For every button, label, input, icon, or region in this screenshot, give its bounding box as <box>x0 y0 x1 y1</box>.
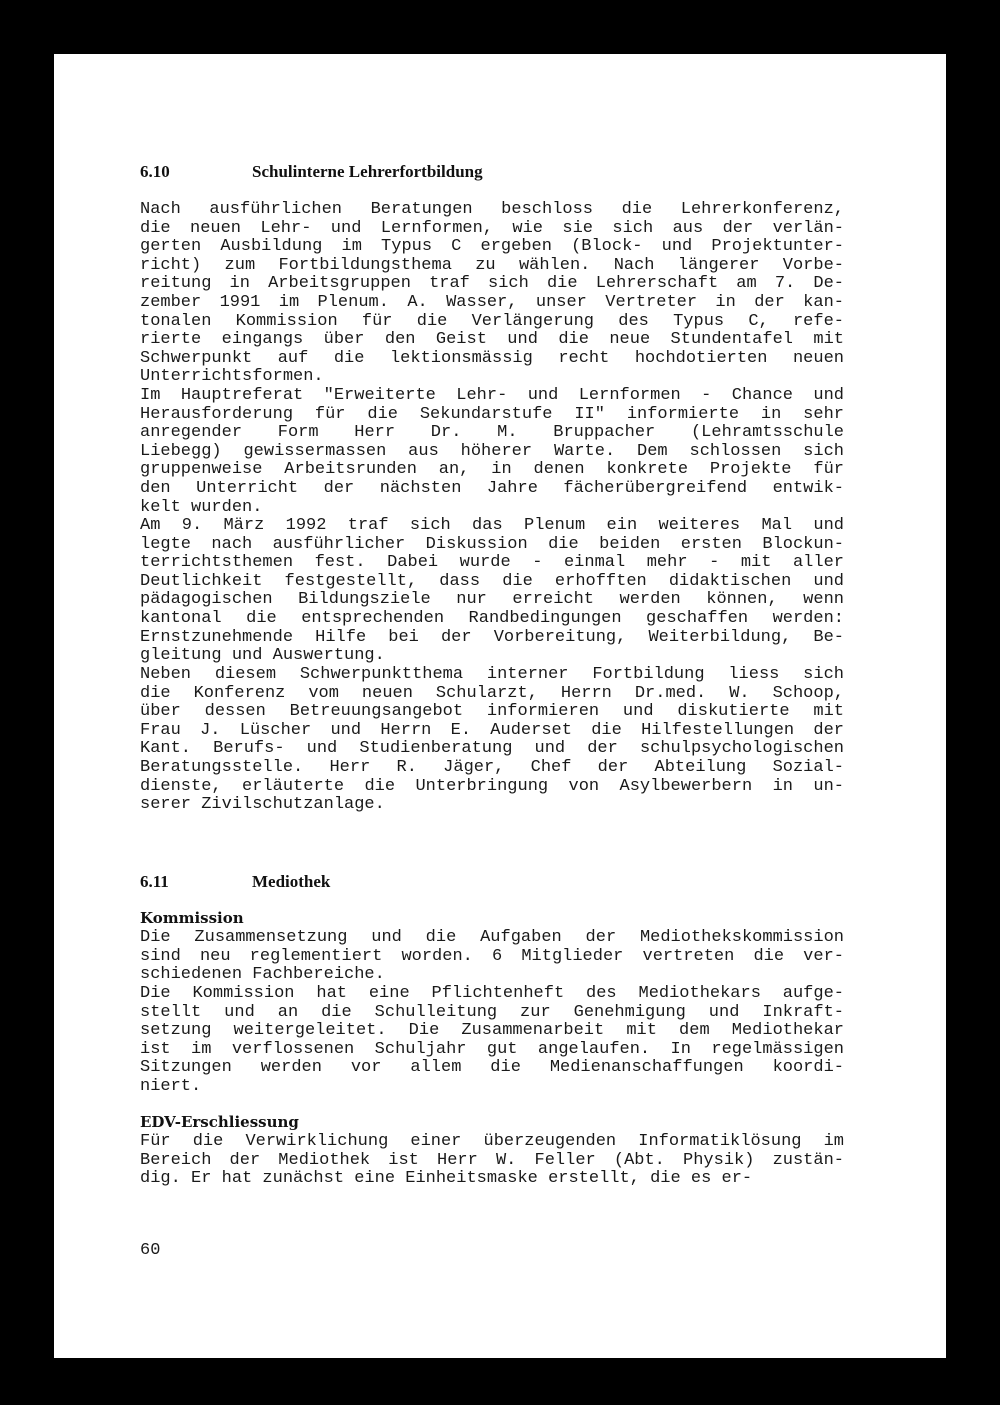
text-line: Frau J. Lüscher und Herrn E. Auderset die Hilfestellungen der <box>140 720 844 740</box>
document-page <box>54 54 946 1358</box>
text-line: dig. Er hat zunächst eine Einheitsmaske erstellt, die es er- <box>140 1169 753 1189</box>
text-line: niert. <box>140 1076 202 1096</box>
text-line: Sitzungen werden vor allem die Medienanschaffungen koordi- <box>140 1058 844 1078</box>
text-line: Ernstzunehmende Hilfe bei der Vorbereitung, Weiterbildung, Be- <box>140 627 844 647</box>
text-line: kelt wurden. <box>140 497 263 517</box>
subheading-edv: EDV-Erschliessung <box>140 1113 299 1131</box>
section-number: 6.10 <box>140 162 170 181</box>
section-heading-6-11 <box>140 868 330 896</box>
text-line: terrichtsthemen fest. Dabei wurde - einmal mehr - mit aller <box>140 553 844 573</box>
text-line: Die Kommission hat eine Pflichtenheft des Mediothekars aufge- <box>140 984 844 1003</box>
text-line: Neben diesem Schwerpunktthema interner Fortbildung liess sich <box>140 665 844 684</box>
text-line: Beratungsstelle. Herr R. Jäger, Chef der Abteilung Sozial- <box>140 757 844 777</box>
text-line: ist im verflossenen Schuljahr gut angelaufen. In regelmässigen <box>140 1039 844 1059</box>
paragraph-plenum <box>140 517 844 666</box>
text-line: pädagogischen Bildungsziele nur erreicht werden können, wenn <box>140 590 844 610</box>
text-line: serer Zivilschutzanlage. <box>140 795 385 815</box>
text-line: Herausforderung für die Sekundarstufe II" informierte in sehr <box>140 404 844 424</box>
text-line: Unterrichtsformen. <box>140 367 324 387</box>
text-line: kantonal die entsprechenden Randbedingungen geschaffen werden: <box>140 608 844 628</box>
text-line: die neuen Lehr- und Lernformen, wie sie sich aus der verlän- <box>140 218 844 238</box>
section-number: 6.11 <box>140 872 169 891</box>
text-line: legte nach ausführlicher Diskussion die beiden ersten Blockun- <box>140 534 844 554</box>
text-line: Für die Verwirklichung einer überzeugenden Informatiklösung im <box>140 1132 844 1151</box>
paragraph-kommission <box>140 929 844 985</box>
text-line: rierte eingangs über den Geist und die neue Stundentafel mit <box>140 330 844 350</box>
text-line: Deutlichkeit festgestellt, dass die erhofften didaktischen und <box>140 571 844 591</box>
subheading-kommission: Kommission <box>140 909 244 927</box>
section-heading-6-10 <box>140 158 483 186</box>
text-line: die Konferenz vom neuen Schularzt, Herrn Dr.med. W. Schoop, <box>140 683 844 703</box>
text-line: stellt und an die Schulleitung zur Genehmigung und Inkraft- <box>140 1002 844 1022</box>
text-line: reitung in Arbeitsgruppen traf sich die Lehrerschaft am 7. De- <box>140 274 844 294</box>
text-line: schiedenen Fachbereiche. <box>140 965 385 985</box>
text-line: Kant. Berufs- und Studienberatung und der schulpsychologischen <box>140 739 844 759</box>
text-line: Am 9. März 1992 traf sich das Plenum ein weiteres Mal und <box>140 516 844 535</box>
text-line: zember 1991 im Plenum. A. Wasser, unser Vertreter in der kan- <box>140 292 844 312</box>
text-line: gleitung und Auswertung. <box>140 646 385 666</box>
paragraph-pflichtenheft <box>140 985 844 1097</box>
text-line: Nach ausführlichen Beratungen beschloss die Lehrerkonferenz, <box>140 200 844 219</box>
text-line: Die Zusammensetzung und die Aufgaben der Mediothekskommission <box>140 928 844 947</box>
text-line: Schwerpunkt auf die lektionsmässig recht hochdotierten neuen <box>140 348 844 368</box>
text-line: setzung weitergeleitet. Die Zusammenarbeit mit dem Mediothekar <box>140 1021 844 1041</box>
text-line: anregender Form Herr Dr. M. Bruppacher (Lehramtsschule <box>140 423 844 443</box>
section-title: Schulinterne Lehrerfortbildung <box>252 162 483 181</box>
paragraph-schularzt <box>140 666 844 815</box>
page-number: 60 <box>140 1241 161 1260</box>
paragraph-intro <box>140 201 844 387</box>
section-title: Mediothek <box>252 872 331 891</box>
text-line: Bereich der Mediothek ist Herr W. Feller (Abt. Physik) zustän- <box>140 1150 844 1170</box>
paragraph-hauptreferat <box>140 387 844 517</box>
paragraph-edv <box>140 1133 844 1189</box>
text-line: gruppenweise Arbeitsrunden an, in denen konkrete Projekte für <box>140 460 844 480</box>
text-line: über dessen Betreuungsangebot informieren und diskutierte mit <box>140 702 844 722</box>
text-line: sind neu reglementiert worden. 6 Mitglieder vertreten die ver- <box>140 946 844 966</box>
text-line: tonalen Kommission für die Verlängerung des Typus C, refe- <box>140 311 844 331</box>
text-line: Liebegg) gewissermassen aus höherer Warte. Dem schlossen sich <box>140 441 844 461</box>
text-line: dienste, erläuterte die Unterbringung von Asylbewerbern in un- <box>140 776 844 796</box>
text-line: gerten Ausbildung im Typus C ergeben (Block- und Projektunter- <box>140 237 844 257</box>
text-line: Im Hauptreferat "Erweiterte Lehr- und Lernformen - Chance und <box>140 386 844 405</box>
text-line: richt) zum Fortbildungsthema zu wählen. Nach längerer Vorbe- <box>140 255 844 275</box>
text-line: den Unterricht der nächsten Jahre fächerübergreifend entwik- <box>140 478 844 498</box>
